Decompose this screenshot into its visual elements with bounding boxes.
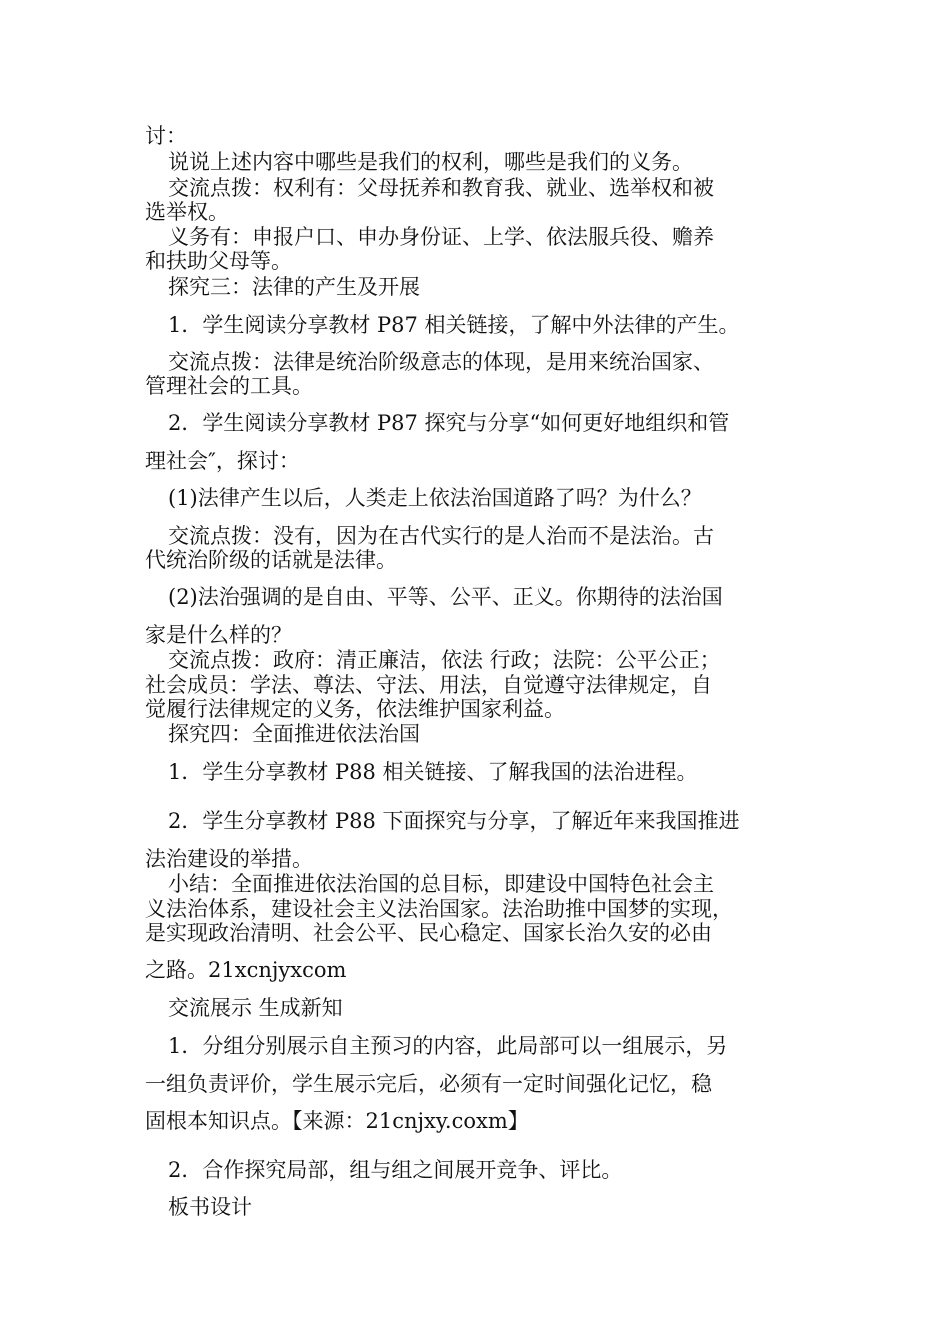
text-line: 觉履行法律规定的义务，依法维护国家利益。	[145, 697, 565, 721]
text-line: 小结：全面推进依法治国的总目标，即建设中国特色社会主	[168, 872, 714, 896]
section-heading: 板书设计	[168, 1195, 252, 1219]
text-line: 2．学生分享教材 P88 下面探究与分享，了解近年来我国推进	[168, 809, 740, 833]
text-line: 2．合作探究局部，组与组之间展开竞争、评比。	[168, 1158, 623, 1182]
text-line: 交流点拨：权利有：父母抚养和教育我、就业、选举权和被	[168, 176, 714, 200]
text-line: 社会成员：学法、尊法、守法、用法，自觉遵守法律规定，自	[145, 673, 712, 697]
text-line: (1)法律产生以后，人类走上依法治国道路了吗？为什么？	[168, 486, 702, 510]
text-line: 1．分组分别展示自主预习的内容，此局部可以一组展示，另	[168, 1034, 728, 1058]
text-line: 讨：	[145, 124, 187, 148]
text-line: 交流点拨：政府：清正廉洁，依法 行政；法院：公平公正；	[168, 648, 721, 672]
section-heading: 交流展示 生成新知	[168, 996, 343, 1020]
text-line: 2．学生阅读分享教材 P87 探究与分享“如何更好地组织和管	[168, 411, 730, 435]
text-line: 1．学生阅读分享教材 P87 相关链接，了解中外法律的产生。	[168, 313, 740, 337]
section-heading: 探究三：法律的产生及开展	[168, 275, 420, 299]
text-line: 家是什么样的？	[145, 623, 292, 647]
text-line: 1．学生分享教材 P88 相关链接、了解我国的法治进程。	[168, 760, 698, 784]
text-line: (2)法治强调的是自由、平等、公平、正义。你期待的法治国	[168, 585, 723, 609]
text-line: 说说上述内容中哪些是我们的权利，哪些是我们的义务。	[168, 150, 693, 174]
text-line: 是实现政治清明、社会公平、民心稳定、国家长治久安的必由	[145, 921, 712, 945]
text-line: 管理社会的工具。	[145, 374, 313, 398]
text-line: 义务有：申报户口、申办身份证、上学、依法服兵役、赡养	[168, 225, 714, 249]
text-line: 固根本知识点。【来源：21cnjxy.coxm】	[145, 1109, 529, 1133]
section-heading: 探究四：全面推进依法治国	[168, 722, 420, 746]
text-line: 交流点拨：没有，因为在古代实行的是人治而不是法治。古	[168, 524, 714, 548]
text-line: 和扶助父母等。	[145, 249, 292, 273]
text-line: 选举权。	[145, 200, 229, 224]
text-line: 代统治阶级的话就是法律。	[145, 548, 397, 572]
text-line: 理社会″，探讨：	[145, 449, 300, 473]
text-line: 法治建设的举措。	[145, 847, 313, 871]
text-line: 一组负责评价，学生展示完后，必须有一定时间强化记忆，稳	[145, 1072, 712, 1096]
text-line: 之路。21xcnjyxcom	[145, 958, 347, 982]
text-line: 义法治体系，建设社会主义法治国家。法治助推中国梦的实现，	[145, 897, 733, 921]
text-line: 交流点拨：法律是统治阶级意志的体现，是用来统治国家、	[168, 350, 714, 374]
